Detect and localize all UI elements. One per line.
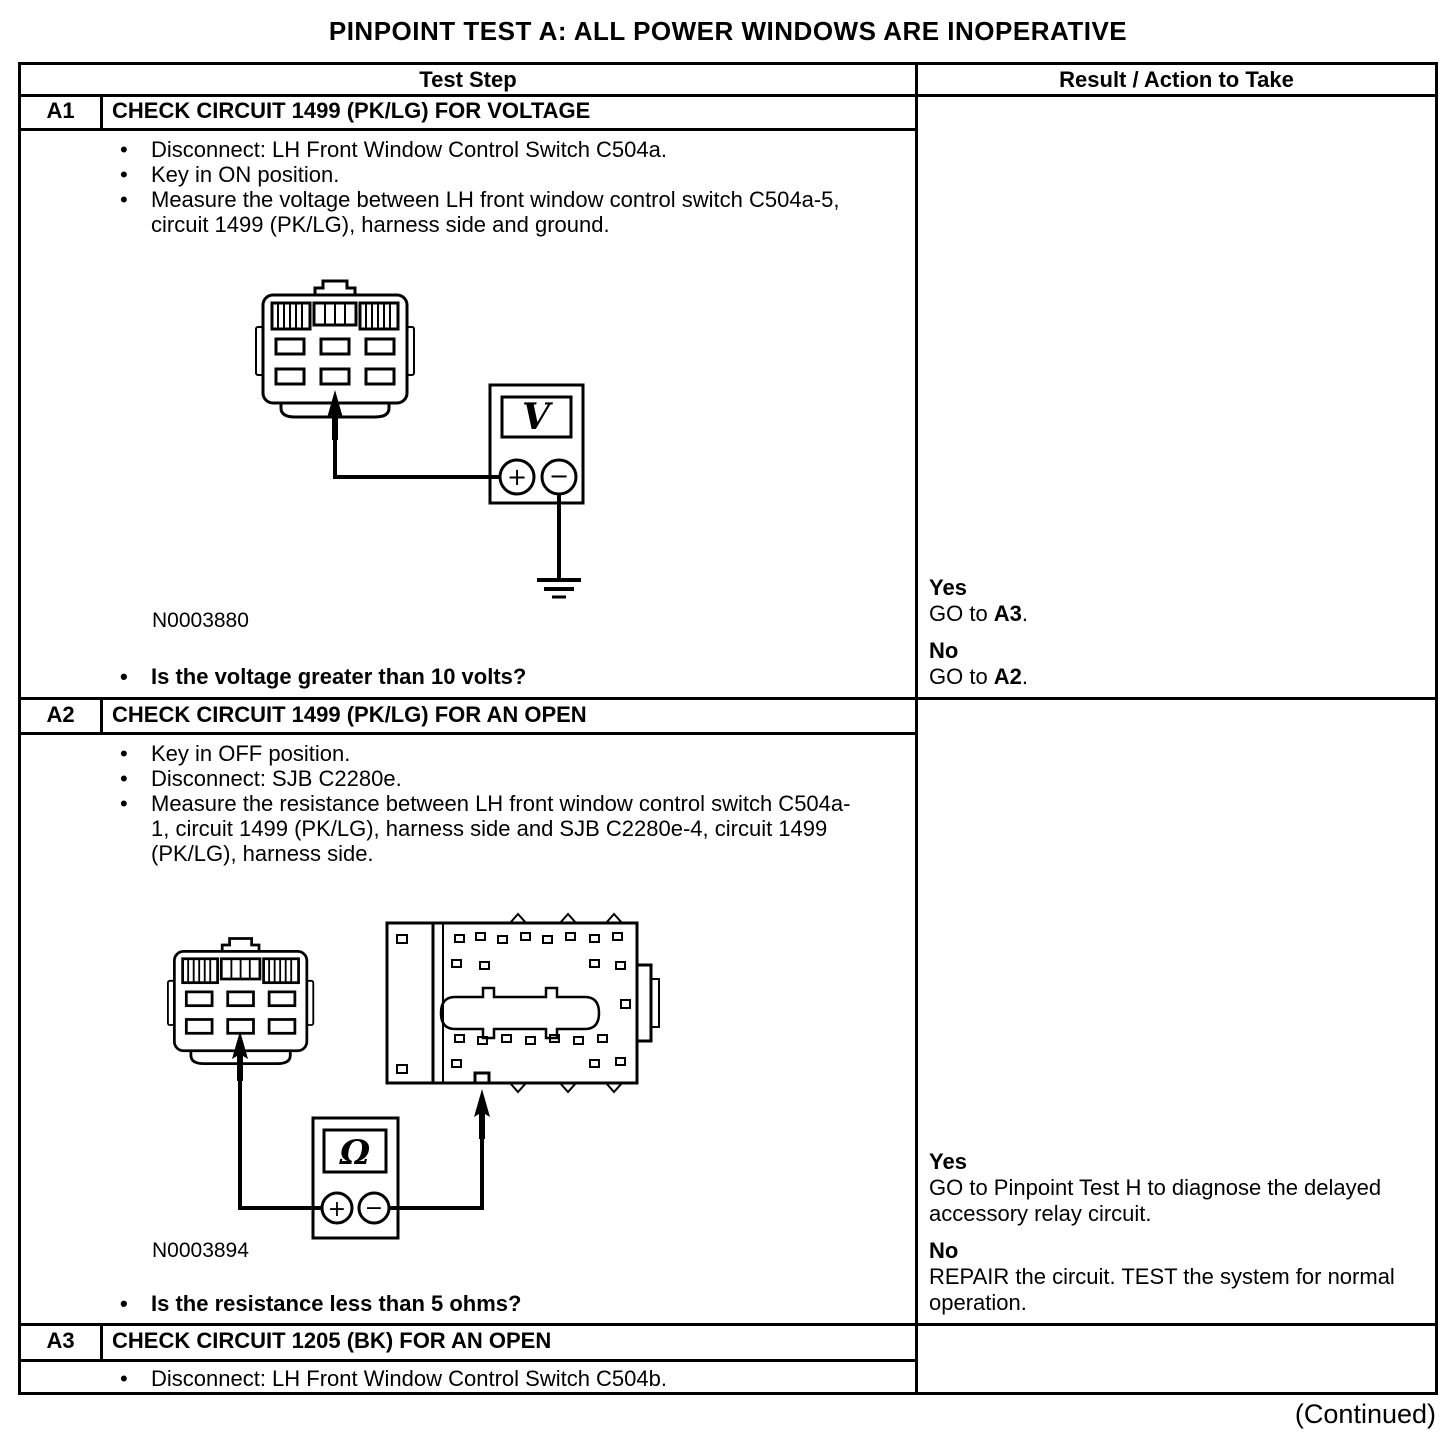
result-cell-a3 bbox=[918, 1326, 1435, 1392]
ground-icon bbox=[537, 494, 581, 597]
step-question: • Is the voltage greater than 10 volts? bbox=[120, 664, 527, 689]
sjb-connector-icon bbox=[387, 914, 659, 1092]
page-title: PINPOINT TEST A: ALL POWER WINDOWS ARE INOPERATIVE bbox=[328, 16, 1128, 46]
result-cell-a1 bbox=[918, 97, 1435, 697]
test-lead-wire bbox=[335, 440, 500, 477]
bullet-icon: • bbox=[120, 162, 128, 187]
bullet-icon: • bbox=[120, 766, 128, 791]
pinpoint-test-table bbox=[18, 62, 1438, 1395]
continued-note: (Continued) bbox=[1294, 1399, 1436, 1429]
test-lead-wire bbox=[240, 1081, 322, 1208]
ohmmeter-icon bbox=[313, 1118, 398, 1238]
row-divider bbox=[21, 1359, 918, 1362]
bullet-icon: • bbox=[120, 1291, 128, 1316]
figure-label: N0003894 bbox=[152, 1239, 249, 1262]
list-item: • Key in ON position. bbox=[120, 162, 340, 187]
result-action: GO to A3. bbox=[929, 601, 1029, 626]
column-header-test-step: Test Step bbox=[419, 66, 517, 92]
bullet-icon: • bbox=[120, 791, 128, 816]
list-item: • Key in OFF position. bbox=[120, 741, 351, 766]
plus-terminal-label: + bbox=[327, 1197, 347, 1222]
step-id: A1 bbox=[46, 98, 75, 123]
resistance-test-diagram bbox=[150, 905, 710, 1265]
test-lead-wire bbox=[389, 1139, 482, 1208]
bullet-icon: • bbox=[120, 1366, 128, 1391]
result-answer: Yes bbox=[929, 1149, 967, 1174]
step-instructions bbox=[120, 741, 856, 866]
bullet-icon: • bbox=[120, 741, 128, 766]
result-answer: No bbox=[929, 1238, 959, 1263]
probe-arrow-icon bbox=[474, 1089, 490, 1139]
list-item: • Measure the voltage between LH front window control switch C504a-5, circuit 1499 (PK/LG), harness side and ground. bbox=[120, 187, 840, 237]
step-instructions bbox=[120, 1366, 667, 1391]
result-action: GO to Pinpoint Test H to diagnose the delayed accessory relay circuit. bbox=[929, 1175, 1382, 1226]
step-question: • Is the resistance less than 5 ohms? bbox=[120, 1291, 522, 1316]
result-action: GO to A2. bbox=[929, 664, 1029, 689]
step-title: CHECK CIRCUIT 1499 (PK/LG) FOR VOLTAGE bbox=[112, 98, 591, 123]
result-group bbox=[929, 627, 1427, 690]
result-group bbox=[929, 564, 1427, 627]
bullet-icon: • bbox=[120, 187, 128, 212]
list-item: • Disconnect: LH Front Window Control Switch C504a. bbox=[120, 137, 667, 162]
plus-terminal-label: + bbox=[506, 463, 528, 491]
list-item: • Disconnect: SJB C2280e. bbox=[120, 766, 402, 791]
step-title: CHECK CIRCUIT 1499 (PK/LG) FOR AN OPEN bbox=[112, 701, 587, 727]
meter-display-label: V bbox=[522, 396, 550, 438]
figure-label: N0003880 bbox=[152, 609, 249, 632]
voltmeter-icon bbox=[490, 385, 583, 503]
step-id: A2 bbox=[46, 701, 75, 727]
minus-terminal-label: − bbox=[364, 1196, 384, 1221]
list-item: • Disconnect: LH Front Window Control Switch C504b. bbox=[120, 1366, 667, 1391]
meter-display-label: Ω bbox=[339, 1133, 371, 1173]
result-answer: No bbox=[929, 638, 959, 663]
step-instructions bbox=[120, 137, 856, 237]
step-title: CHECK CIRCUIT 1205 (BK) FOR AN OPEN bbox=[112, 1328, 552, 1353]
voltage-test-diagram bbox=[150, 275, 630, 620]
step-id: A3 bbox=[46, 1328, 75, 1353]
result-action: REPAIR the circuit. TEST the system for normal operation. bbox=[929, 1264, 1395, 1315]
bullet-icon: • bbox=[120, 137, 128, 162]
list-item: • Measure the resistance between LH front window control switch C504a-1, circuit 1499 (PK/LG), harness side and SJB C2280e-4, circuit 1499 (PK/LG), harness side. bbox=[120, 791, 851, 866]
result-group bbox=[929, 1227, 1427, 1316]
row-divider bbox=[21, 732, 918, 735]
step-question-row bbox=[120, 664, 526, 689]
bullet-icon: • bbox=[120, 664, 128, 689]
result-group bbox=[929, 1138, 1427, 1227]
probe-arrow-icon bbox=[232, 1031, 248, 1081]
result-cell-a2 bbox=[918, 700, 1435, 1323]
row-divider bbox=[21, 128, 918, 131]
probe-arrow-icon bbox=[327, 390, 343, 440]
minus-terminal-label: − bbox=[548, 462, 570, 490]
column-header-result: Result / Action to Take bbox=[1059, 66, 1294, 92]
result-answer: Yes bbox=[929, 575, 967, 600]
step-question-row bbox=[120, 1291, 521, 1316]
